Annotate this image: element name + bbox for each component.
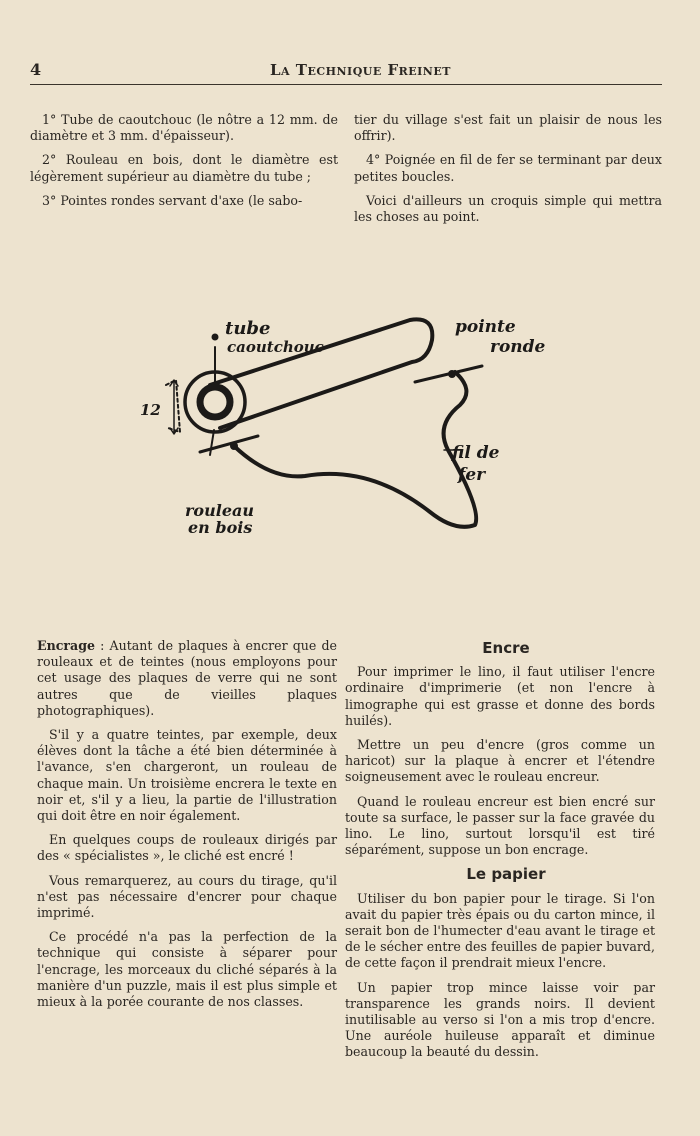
encre-papier-column xyxy=(345,640,655,1069)
dimension-bracket xyxy=(166,380,180,432)
paragraph: S'il y a quatre teintes, par exemple, deux élèves dont la tâche a été bien déterminée à l'avance, s'en chargeront, un rouleau de chaque main. Un troisième encrera le texte en noir et, s'il y a lieu, la partie de l'illustration qui doit être en noir également. xyxy=(37,727,337,824)
paragraph: Un papier trop mince laisse voir par transparence les grands noirs. Il devient inutilisable au verso si l'on a mis trop d'encre. Une auréole huileuse apparaît et diminue beaucoup la beauté du dessin. xyxy=(345,979,655,1060)
paragraph: En quelques coups de rouleaux dirigés par des « spécialistes », le cliché est encré ! xyxy=(37,832,337,864)
axle-dot-right xyxy=(448,370,456,378)
list-item-3-continued: tier du village s'est fait un plaisir de nous les offrir). xyxy=(354,112,662,144)
papier-heading: Le papier xyxy=(466,865,546,884)
label-fer: fer xyxy=(458,465,486,485)
tube-leader-dot xyxy=(212,334,219,341)
list-item-1: 1° Tube de caoutchouc (le nôtre a 12 mm. de diamètre et 3 mm. d'épaisseur). xyxy=(30,112,338,144)
label-en-bois: en bois xyxy=(188,518,253,537)
running-title: La Technique Freinet xyxy=(270,61,451,79)
wire-handle xyxy=(234,372,476,527)
encrage-paragraph xyxy=(37,638,337,719)
roller-sketch xyxy=(130,300,570,540)
encrage-runin: Encrage xyxy=(37,638,96,653)
label-rouleau: rouleau xyxy=(185,501,254,520)
encre-heading: Encre xyxy=(482,639,530,657)
paragraph: Pour imprimer le lino, il faut utiliser l'encre ordinaire d'imprimerie (et non l'encre à limographe qui est grasse et donne des bords huilés). xyxy=(345,664,655,728)
label-tube: tube xyxy=(225,318,271,339)
paragraph: Quand le rouleau encreur est bien encré sur toute sa surface, le passer sur la face gravée du lino. Le lino, surtout lorsqu'il est tiré séparément, suppose un bon encrage. xyxy=(345,793,655,858)
label-ronde: ronde xyxy=(490,337,546,357)
label-dimension: 12 xyxy=(140,401,161,419)
axle-left xyxy=(200,436,258,452)
intro-left-column xyxy=(30,112,338,217)
list-item-2: 2° Rouleau en bois, dont le diamètre est légèrement supérieur au diamètre du tube ; xyxy=(30,152,338,184)
label-fil-de: fil de xyxy=(452,443,500,463)
encrage-text: : Autant de plaques à encrer que de rouleaux et de teintes (nous employons pour cet usage des plaques de verre qui ne sont autres que de vieilles plaques photographiques). xyxy=(37,638,337,718)
intro-right-column xyxy=(354,112,662,233)
label-pointe: pointe xyxy=(455,317,516,337)
paragraph: Utiliser du bon papier pour le tirage. Si l'on avait du papier très épais ou du carton mince, il serait bon de l'humecter d'eau avant le tirage et de le sécher entre des feuilles de papier buvard, de cette façon il prendrait mieux l'encre. xyxy=(345,890,655,971)
page-header xyxy=(30,60,662,85)
paragraph: Vous remarquerez, au cours du tirage, qu'il n'est pas nécessaire d'encrer pour chaque imprimé. xyxy=(37,872,337,921)
list-item-4: 4° Poignée en fil de fer se terminant par deux petites boucles. xyxy=(354,152,662,184)
sketch-intro: Voici d'ailleurs un croquis simple qui mettra les choses au point. xyxy=(354,192,662,225)
leader-rouleau xyxy=(210,430,214,455)
paragraph: Ce procédé n'a pas la perfection de la technique qui consiste à séparer pour l'encrage, les morceaux du cliché séparés à la manière d'un puzzle, mais il est plus simple et mieux à la porée courante de nos classes. xyxy=(37,929,337,1010)
list-item-3: 3° Pointes rondes servant d'axe (le sabo- xyxy=(42,192,303,208)
tube-core xyxy=(200,387,230,417)
paragraph: Mettre un peu d'encre (gros comme un haricot) sur la plaque à encrer et l'étendre soigneusement avec le rouleau encreur. xyxy=(345,737,655,785)
label-caoutchouc: caoutchouc xyxy=(227,338,324,356)
encrage-column xyxy=(37,638,337,1018)
axle-dot-left xyxy=(230,442,238,450)
page-number: 4 xyxy=(30,60,42,79)
roller-sketch-drawing xyxy=(130,300,570,540)
